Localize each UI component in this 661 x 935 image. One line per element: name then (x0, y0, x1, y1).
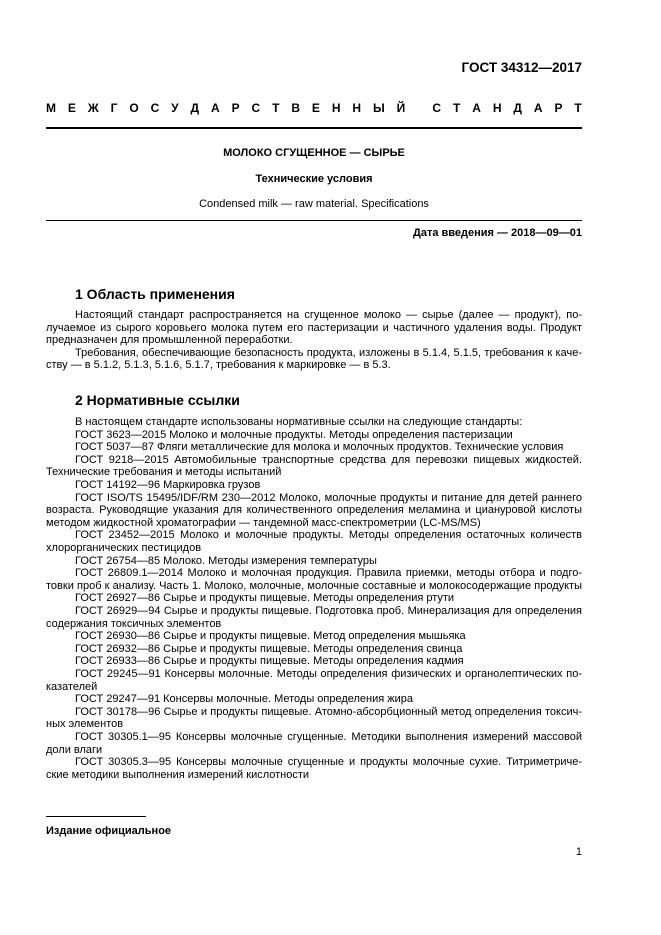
interstate-letter: А (472, 101, 481, 115)
text-line: возраста. Руководящие указания для количественного определения меламина и циануровой кислоты (46, 504, 582, 517)
document-subtitle: Технические условия (255, 173, 373, 185)
interstate-letter: Й (396, 101, 406, 115)
footer-rule (46, 816, 146, 817)
page-number: 1 (575, 846, 582, 858)
text-line: ГОСТ 14192—96 Маркировка грузов (75, 479, 261, 491)
interstate-letter: С (251, 101, 261, 115)
section-2-heading: 2 Нормативные ссылки (75, 392, 240, 408)
section-1-heading: 1 Область применения (75, 286, 235, 302)
interstate-letter: О (129, 101, 139, 115)
text-line: Требования, обеспечивающие безопасность продукта, изложены в 5.1.4, 5.1.5, требования к каче- (75, 346, 582, 359)
text-line: ных элементов (46, 718, 124, 731)
interstate-letter: Д (190, 101, 200, 115)
text-line: В настоящем стандарте использованы нормативные ссылки на следующие стандарты: (75, 416, 523, 428)
interstate-letter: А (210, 101, 220, 115)
interstate-letter: А (533, 101, 543, 115)
interstate-letter: Е (311, 101, 320, 115)
interstate-letter: Д (513, 101, 522, 115)
introduction-date: Дата введения — 2018—09—01 (413, 227, 582, 239)
interstate-letter: Р (554, 101, 563, 115)
interstate-letter (417, 101, 420, 119)
text-line: лучаемое из сырого коровьего молока путем его пастеризации и частичного удаления воды. Продукт (46, 321, 582, 334)
text-line: Настоящий стандарт распространяется на сгущенное молоко — сырье (далее — продукт), по- (75, 309, 582, 321)
text-line: ГОСТ 26927—86 Сырье и продукты пищевые. Методы определения ртути (75, 592, 455, 605)
interstate-letter: Н (492, 101, 502, 115)
document-number: ГОСТ 34312—2017 (461, 60, 582, 75)
interstate-letter: М (46, 101, 56, 115)
text-line: ГОСТ 5037—87 Фляги металлические для молока и молочных продуктов. Технические условия (75, 441, 564, 454)
interstate-standard-heading (46, 101, 582, 119)
interstate-letter: Ы (372, 101, 385, 115)
text-line: ские методики выполнения измерений кислотности (46, 768, 310, 781)
document-title-english: Condensed milk — raw material. Specifications (199, 198, 429, 210)
interstate-letter: С (432, 101, 442, 115)
text-line: хлорорганических пестицидов (46, 542, 202, 554)
text-line: ГОСТ 3623—2015 Молоко и молочные продукты. Методы определения пастеризации (75, 428, 513, 441)
text-line: ГОСТ 30178—96 Сырье и продукты пищевые. Атомно-абсорбционный метод определения токсич- (75, 705, 582, 718)
text-line: содержания токсичных элементов (46, 617, 222, 630)
text-line: ГОСТ 30305.1—95 Консервы молочные сгущенные. Методики выполнения измерений массовой (75, 731, 582, 743)
interstate-letter: Н (352, 101, 362, 115)
interstate-letter: С (150, 101, 160, 115)
text-line: казателей (46, 680, 98, 693)
text-line: предназначен для промышленной переработки. (46, 334, 293, 347)
header-rule (46, 127, 582, 129)
interstate-letter: Г (110, 101, 118, 115)
text-line: Технические требования и методы испытаний (46, 466, 282, 479)
interstate-letter: В (291, 101, 300, 115)
text-line: ГОСТ 26754—85 Молоко. Методы измерения температуры (75, 554, 377, 567)
interstate-letter: Р (231, 101, 240, 115)
official-edition-label: Издание официальное (46, 825, 172, 837)
interstate-letter: Н (331, 101, 341, 115)
title-rule (46, 220, 582, 221)
text-line: ГОСТ 9218—2015 Автомобильные транспортные средства для перевозки пищевых жидкостей. (75, 453, 582, 466)
text-line: ГОСТ ISO/TS 15495/IDF/RM 230—2012 Молоко, молочные продукты и питание для детей раннего (75, 491, 582, 504)
text-line: доли влаги (46, 743, 103, 756)
text-line: ГОСТ 23452—2015 Молоко и молочные продукты. Методы определения остаточных количеств (75, 529, 582, 542)
text-line: методом жидкостной хроматографии — тандемной масс-спектрометрии (LC-MS/MS) (46, 516, 481, 529)
text-line: ГОСТ 26932—86 Сырье и продукты пищевые. Методы определения свинца (75, 642, 463, 655)
text-line: ГОСТ 26933—86 Сырье и продукты пищевые. Методы определения кадмия (75, 655, 464, 668)
text-line: ству — в 5.1.2, 5.1.3, 5.1.6, 5.1.7, требования к маркировке — в 5.3. (46, 359, 391, 372)
text-line: ГОСТ 26930—86 Сырье и продукты пищевые. Метод определения мышьяка (75, 630, 466, 643)
text-line: ГОСТ 29247—91 Консервы молочные. Методы определения жира (75, 693, 414, 706)
text-line: товки проб к анализу. Часть 1. Молоко, молочные, молочные составные и молокосодержащие продукты (46, 579, 582, 592)
interstate-letter: У (171, 101, 179, 115)
text-line: ГОСТ 26929—94 Сырье и продукты пищевые. Подготовка проб. Минерализация для определения (75, 605, 582, 617)
text-line: ГОСТ 30305.3—95 Консервы молочные сгущенные и продукты молочные сухие. Титриметриче- (75, 756, 582, 769)
interstate-letter: Е (67, 101, 76, 115)
text-line: ГОСТ 29245—91 Консервы молочные. Методы определения физических и органолептических по- (75, 668, 582, 680)
interstate-letter: Ж (87, 101, 99, 115)
interstate-letter: Т (452, 101, 461, 115)
interstate-letter: Т (272, 101, 280, 115)
interstate-letter: Т (574, 101, 582, 115)
text-line: ГОСТ 26809.1—2014 Молоко и молочная продукция. Правила приемки, методы отбора и подго- (75, 567, 582, 580)
document-title: МОЛОКО СГУЩЕННОЕ — СЫРЬЕ (223, 147, 405, 159)
